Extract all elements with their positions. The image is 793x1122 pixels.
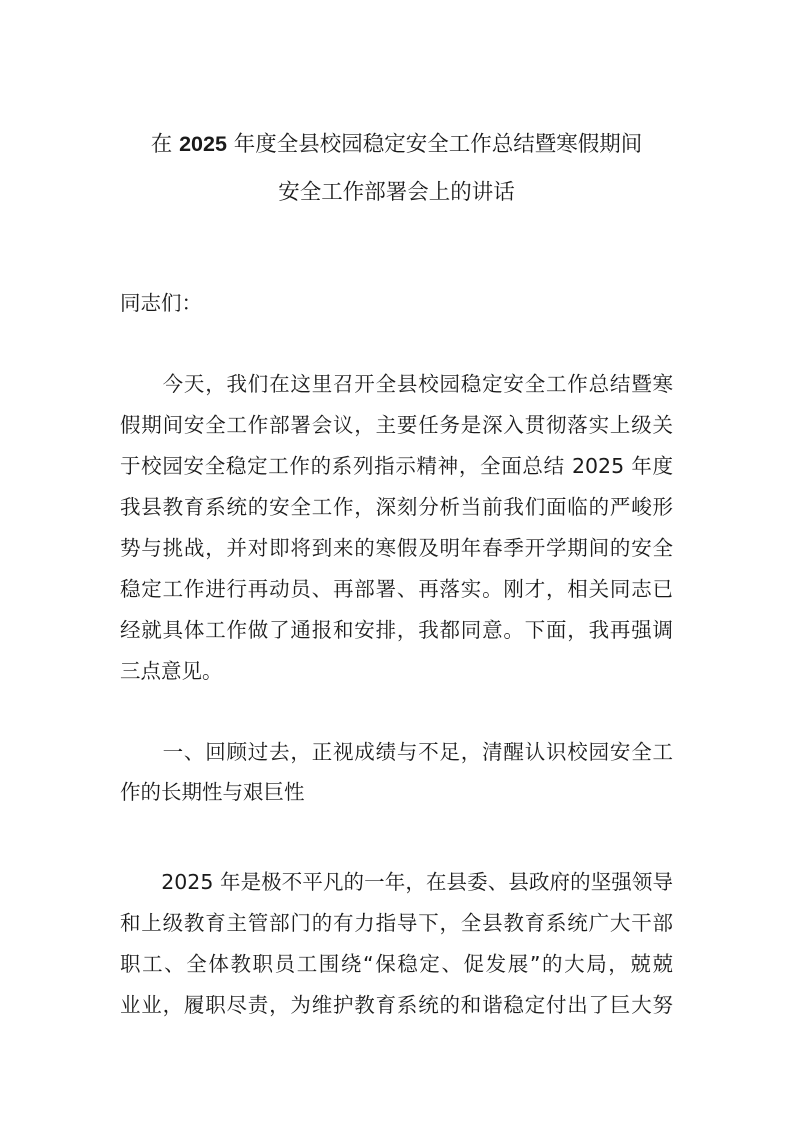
paragraph-2-line: 业业，履职尽责，为维护教育系统的和谐稳定付出了巨大努 [120,993,673,1017]
section-heading-line: 一、回顾过去，正视成绩与不足，清醒认识校园安全工 [120,740,673,764]
paragraph-2-line: 2025 年是极不平凡的一年，在县委、县政府的坚强领导 [120,870,673,894]
section-heading-line: 作的长期性与艰巨性 [120,780,305,804]
paragraph-2-line: 和上级教育主管部门的有力指导下，全县教育系统广大干部 [120,911,673,935]
paragraph-2-line: 职工、全体教职员工围绕“保稳定、促发展”的大局，兢兢 [120,952,673,976]
paragraph-1-line: 今天，我们在这里召开全县校园稳定安全工作总结暨寒 [120,372,673,396]
paragraph-1-line: 三点意见。 [120,659,223,683]
title-suffix: 年度全县校园稳定安全工作总结暨寒假期间 [233,132,643,157]
title-year: 2025 [179,132,227,156]
paragraph-1-line: 我县教育系统的安全工作，深刻分析当前我们面临的严峻形 [120,495,673,519]
salutation: 同志们： [120,291,202,315]
document-title-line-1 [0,131,793,158]
title-prefix: 在 [150,132,173,157]
paragraph-1-line: 经就具体工作做了通报和安排，我都同意。下面，我再强调 [120,618,673,642]
paragraph-1-line: 假期间安全工作部署会议，主要任务是深入贯彻落实上级关 [120,413,673,437]
paragraph-1-line: 势与挑战，并对即将到来的寒假及明年春季开学期间的安全 [120,536,673,560]
paragraph-1-line: 稳定工作进行再动员、再部署、再落实。刚才，相关同志已 [120,577,673,601]
paragraph-1-line: 于校园安全稳定工作的系列指示精神，全面总结 2025 年度 [120,454,673,478]
document-title-line-2: 安全工作部署会上的讲话 [278,180,515,205]
